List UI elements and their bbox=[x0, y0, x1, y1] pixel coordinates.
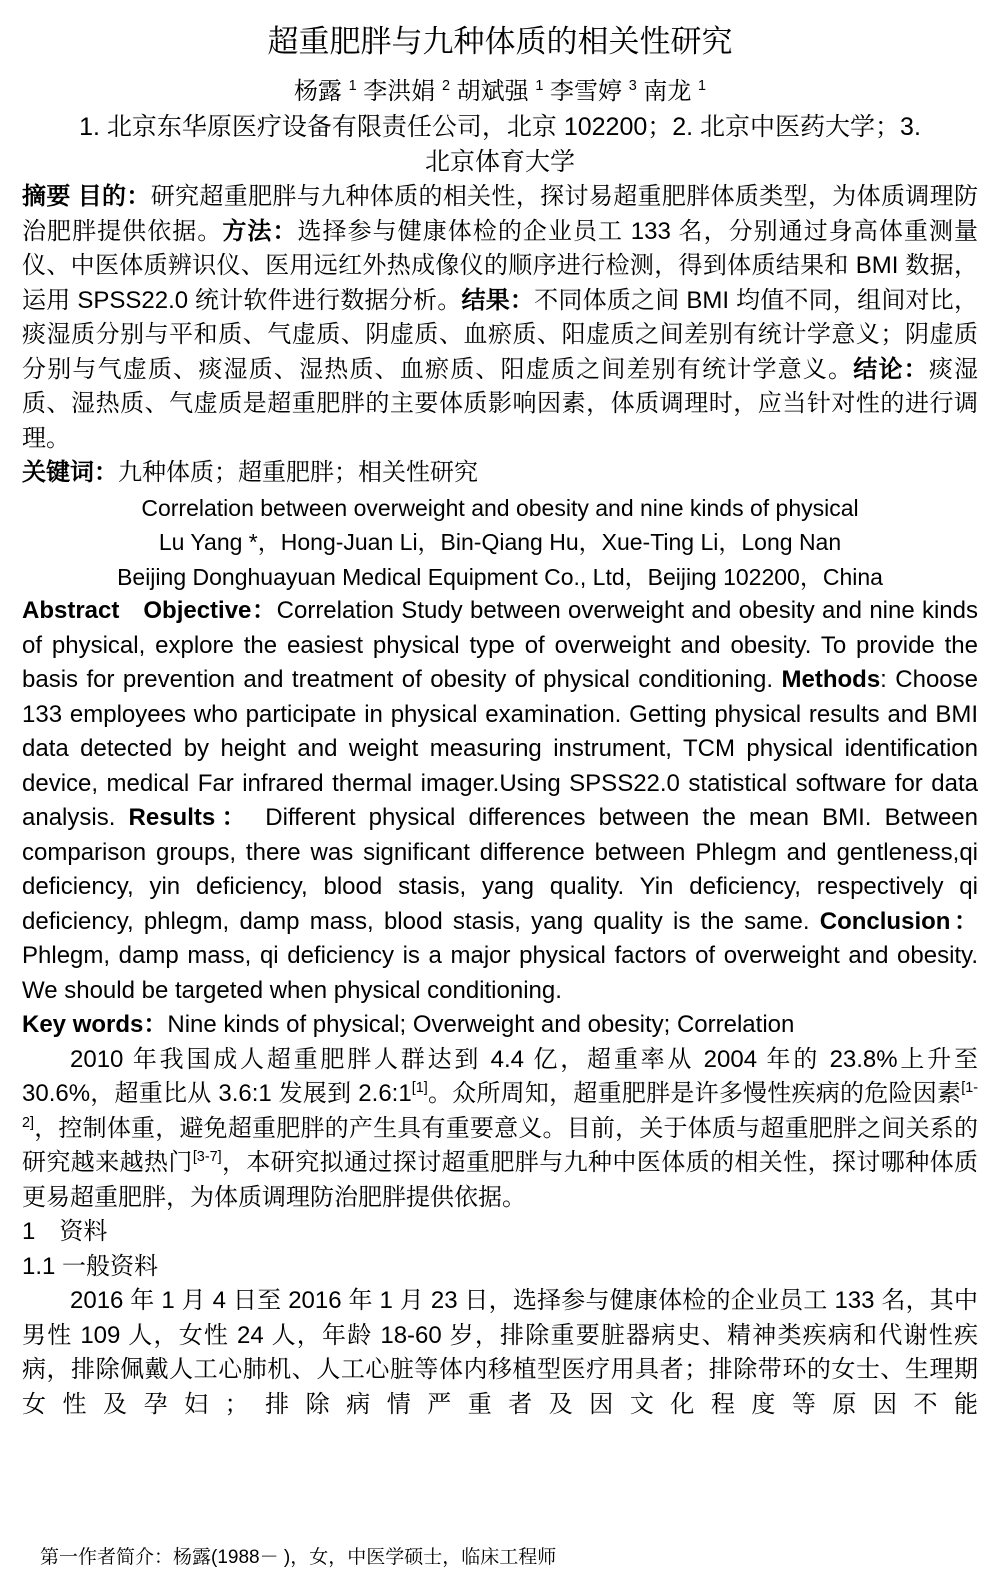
text-segment: Correlation Study between overweight and obesity and nine kinds of physical, explore the easiest physical type of overweight and obesity. To provide the basis for prevention and treatment of obesity of physical conditioning. bbox=[22, 597, 978, 693]
text-segment: [3-7] bbox=[192, 1149, 222, 1165]
text-segment: Methods bbox=[781, 666, 881, 693]
text-segment: [1] bbox=[411, 1080, 428, 1096]
affiliation-zh-line1: 1. 北京东华原医疗设备有限责任公司，北京 102200；2. 北京中医药大学；3. bbox=[79, 113, 921, 141]
intro-paragraph bbox=[22, 1043, 978, 1216]
text-segment: 。众所周知，超重肥胖是许多慢性疾病的危险因素 bbox=[427, 1080, 962, 1107]
section-heading-1: 1 资料 bbox=[22, 1218, 108, 1245]
text-segment: 九种体质；超重肥胖；相关性研究 bbox=[118, 459, 478, 486]
materials-paragraph: 2016 年 1 月 4 日至 2016 年 1 月 23 日，选择参与健康体检的企业员工 133 名，其中男性 109 人，女性 24 人，年龄 18-60 岁，排除重要脏器病史、精神类疾病和代谢性疾病，排除佩戴人工心肺机、人工心脏等体内移植型医疗用具者；排除带环的女士、生理期女性及孕妇；排除病情严重者及因文化程度等原因不能 bbox=[22, 1287, 978, 1418]
text-segment: 1 bbox=[535, 78, 544, 94]
text-segment: Results： bbox=[128, 804, 253, 831]
text-segment: 选择参与健康体检的企业员工 133 名，分别通过身高体重测量仪、中医体质辨识仪、医用远红外热成像仪的顺序进行检测，得到体质结果和 BMI 数据，运用 SPSS22.0 统计软件进行数据分析。 bbox=[22, 217, 979, 314]
text-segment: 杨露 bbox=[293, 78, 349, 105]
affiliation-en: Beijing Donghuayuan Medical Equipment Co., Ltd，Beijing 102200，China bbox=[117, 563, 883, 590]
abstract-zh bbox=[22, 180, 978, 456]
text-segment: 1 bbox=[698, 78, 707, 94]
text-segment: 1 bbox=[348, 78, 357, 94]
text-segment: 李雪婷 bbox=[543, 78, 629, 105]
text-segment: 3 bbox=[628, 78, 637, 94]
paper-title-en: Correlation between overweight and obesity and nine kinds of physical bbox=[141, 494, 859, 521]
text-segment: 结论： bbox=[853, 355, 929, 383]
text-segment: Different physical differences between the mean BMI. Between comparison groups, there was significant difference between Phlegm and gentleness,qi deficiency, yin deficiency, blood stasis, yang quality. Yin deficiency, respectively qi deficiency, phlegm, damp mass, blood stasis, yang quality is the same. bbox=[22, 804, 979, 935]
keywords-zh bbox=[22, 456, 978, 491]
paper-title-zh: 超重肥胖与九种体质的相关性研究 bbox=[267, 24, 733, 59]
text-segment: Conclusion： bbox=[819, 907, 978, 935]
text-segment: 摘要 目的： bbox=[22, 183, 151, 210]
text-segment: ，控制体重，避免超重肥胖的产生具有重要意义。目前，关于体质与超重肥胖之间关系的研究越来越热门 bbox=[22, 1114, 978, 1176]
text-segment: 南龙 bbox=[636, 78, 699, 105]
text-segment: 2010 年我国成人超重肥胖人群达到 4.4 亿，超重率从 2004 年的 23.8%上升至 30.6%，超重比从 3.6:1 发展到 2.6:1 bbox=[22, 1045, 978, 1107]
affiliation-zh-line2: 北京体育大学 bbox=[424, 148, 575, 176]
text-segment: Abstract Objective： bbox=[22, 597, 277, 624]
text-segment: 2 bbox=[441, 78, 450, 94]
abstract-en bbox=[22, 594, 978, 1008]
text-segment: ，本研究拟通过探讨超重肥胖与九种中医体质的相关性，探讨哪种体质更易超重肥胖，为体质调理防治肥胖提供依据。 bbox=[22, 1149, 979, 1211]
text-segment: : Choose 133 employees who participate in physical examination. Getting physical results and BMI data detected by height and weight measuring instrument, TCM physical identification device, medical Far infrared thermal imager.Using SPSS22.0 statistical software for data analysis. bbox=[22, 666, 979, 831]
text-segment: [1-2] bbox=[22, 1080, 979, 1131]
text-segment: 关键词： bbox=[22, 459, 118, 486]
text-segment: 胡斌强 bbox=[449, 78, 536, 105]
first-author-footnote: 第一作者简介：杨露(1988－ )，女，中医学硕士，临床工程师 bbox=[40, 1547, 557, 1568]
text-segment: 李洪娟 bbox=[356, 78, 442, 105]
text-segment: Nine kinds of physical; Overweight and obesity; Correlation bbox=[167, 1011, 795, 1038]
text-segment: Phlegm, damp mass, qi deficiency is a major physical factors of overweight and obesity. We should be targeted when physical conditioning. bbox=[22, 942, 978, 1004]
authors-zh bbox=[22, 74, 978, 110]
text-segment: 方法： bbox=[222, 217, 298, 245]
text-segment: Key words： bbox=[22, 1011, 168, 1038]
text-segment: 结果： bbox=[461, 286, 535, 314]
text-segment: 研究超重肥胖与九种体质的相关性，探讨易超重肥胖体质类型，为体质调理防治肥胖提供依据。 bbox=[22, 183, 978, 245]
authors-en: Lu Yang *，Hong-Juan Li，Bin-Qiang Hu，Xue-Ting Li，Long Nan bbox=[158, 529, 842, 555]
text-segment: 不同体质之间 BMI 均值不同，组间对比，痰湿质分别与平和质、气虚质、阴虚质、血瘀质、阳虚质之间差别有统计学意义；阴虚质分别与气虚质、痰湿质、湿热质、血瘀质、阳虚质之间差别有统计学意义。 bbox=[22, 286, 978, 383]
keywords-en bbox=[22, 1008, 978, 1043]
text-segment: 痰湿质、湿热质、气虚质是超重肥胖的主要体质影响因素，体质调理时，应当针对性的进行调理。 bbox=[22, 355, 979, 452]
section-heading-1-1: 1.1 一般资料 bbox=[22, 1252, 159, 1280]
